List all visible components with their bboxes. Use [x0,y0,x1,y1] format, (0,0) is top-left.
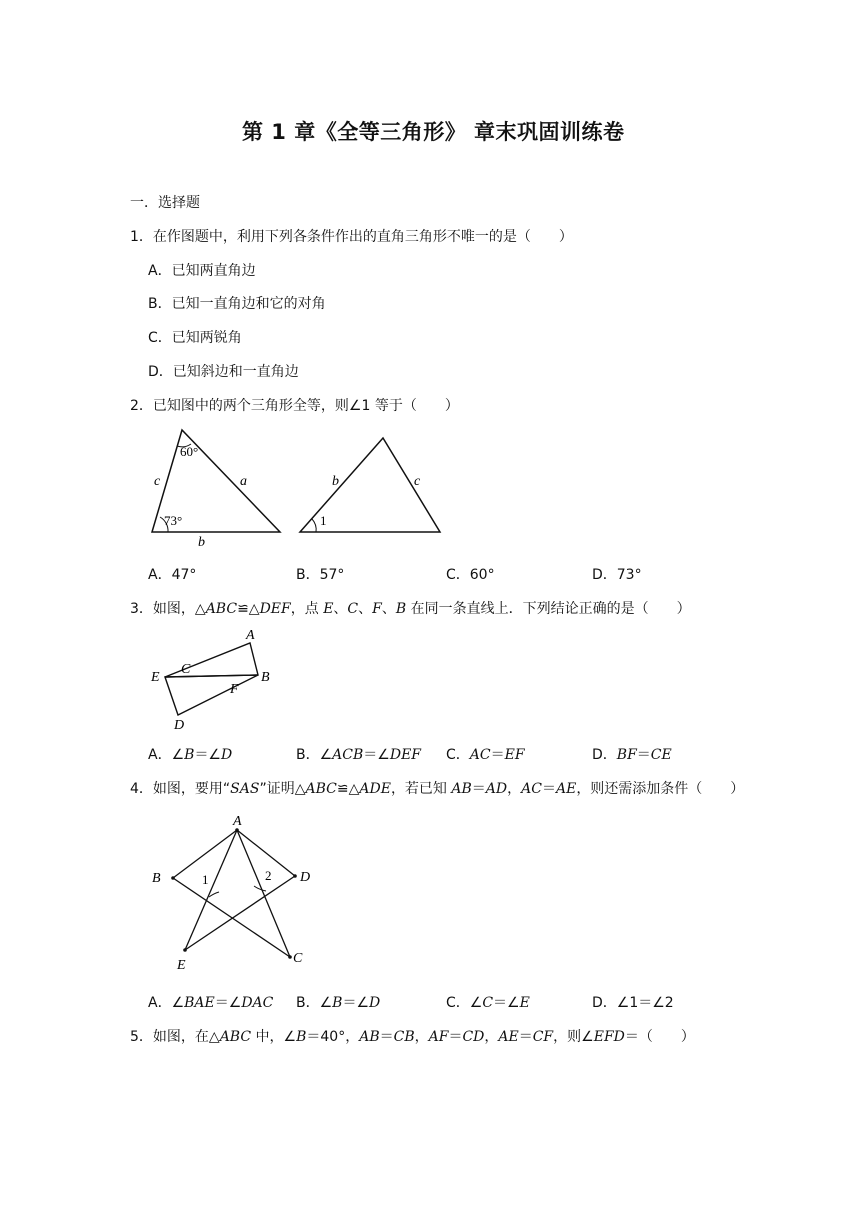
question-2-option-a[interactable]: A．47° [148,567,197,583]
question-4-stem: 4．如图，要用“SAS”证明△ABC≌△ADE，若已知 AB＝AD，AC＝AE，则还需添加条件（ ） [130,781,745,797]
triangle-edb [165,675,258,715]
angle-60-label: 60° [180,444,199,459]
question-5-stem: 5．如图，在△ABC 中，∠B＝40°，AB＝CB，AF＝CD，AE＝CF，则∠EFD＝（ ） [130,1029,695,1045]
question-1-option-d[interactable]: D．已知斜边和一直角边 [148,364,299,380]
question-3-stem: 3．如图，△ABC≌△DEF，点 E、C、F、B 在同一条直线上．下列结论正确的是（ ） [130,601,691,617]
question-2-option-d[interactable]: D．73° [592,567,642,583]
question-1-option-a[interactable]: A．已知两直角边 [148,263,256,279]
side-a-label: a [240,474,247,489]
point-e-label: E [177,958,186,973]
question-2-option-c[interactable]: C．60° [446,567,495,583]
question-3-option-a[interactable]: A．∠B＝∠D [148,747,233,763]
question-3-option-c[interactable]: C．AC＝EF [446,747,525,763]
right-side-b-label: b [332,474,339,489]
question-3-option-b[interactable]: B．∠ACB＝∠DEF [296,747,422,763]
segment-ab [173,830,237,878]
right-side-c-label: c [414,474,421,489]
question-1-stem: 1．在作图题中，利用下列各条件作出的直角三角形不唯一的是（ ） [130,229,573,245]
point-b [171,876,175,880]
question-4-option-a[interactable]: A．∠BAE＝∠DAC [148,995,274,1011]
question-1-option-c[interactable]: C．已知两锐角 [148,330,242,346]
point-c-label: C [293,951,303,966]
angle-1-label: 1 [202,872,209,887]
point-a-label: A [233,814,242,829]
point-d-label: D [174,718,185,733]
angle-2-label: 2 [265,868,272,883]
question-3-figure [148,625,283,735]
question-4-option-b[interactable]: B．∠B＝∠D [296,995,381,1011]
question-4-option-d[interactable]: D．∠1＝∠2 [592,995,674,1011]
angle-1-arc [312,519,316,532]
segment-bc [173,878,290,957]
question-1-option-b[interactable]: B．已知一直角边和它的对角 [148,296,326,312]
point-c [288,955,292,959]
question-2-stem: 2．已知图中的两个三角形全等，则∠1 等于（ ） [130,398,459,414]
side-b-label: b [198,535,205,550]
point-a-label: A [246,628,255,643]
point-f-label: F [230,682,239,697]
question-3-option-d[interactable]: D．BF＝CE [592,747,672,763]
point-c-label: C [181,662,191,677]
point-e [183,948,187,952]
question-4-figure [145,812,320,974]
point-e-label: E [151,670,160,685]
triangle-abe [165,643,258,677]
question-2-figure [140,422,450,552]
question-4-option-c[interactable]: C．∠C＝∠E [446,995,530,1011]
angle-73-label: 73° [164,513,183,528]
segment-ac [237,830,290,957]
page-title: 第 1 章《全等三角形》 章末巩固训练卷 [242,120,625,144]
point-d [293,874,297,878]
section-heading: 一．选择题 [130,195,200,211]
question-2-option-b[interactable]: B．57° [296,567,345,583]
point-b-label: B [261,670,270,685]
point-d-label: D [300,870,311,885]
side-c-label: c [154,474,161,489]
point-b-label: B [152,871,161,886]
angle-1-label: 1 [320,513,327,528]
